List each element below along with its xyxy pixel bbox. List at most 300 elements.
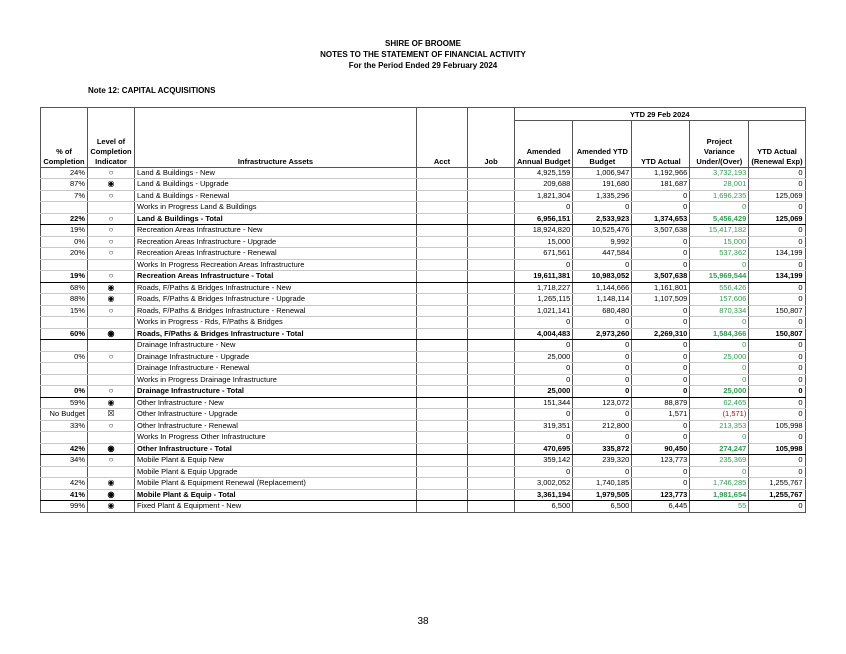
pct-cell: 41% [41, 489, 88, 501]
variance: 25,000 [690, 386, 749, 398]
acct-cell [417, 409, 468, 421]
pct-cell: No Budget [41, 409, 88, 421]
table-row [41, 317, 806, 329]
ytd-budget: 1,148,114 [573, 294, 632, 306]
table-total-row [41, 213, 806, 225]
col-pct-1: % of [56, 146, 72, 156]
amended-budget: 0 [515, 340, 573, 352]
col-level-1: Level of [96, 136, 126, 146]
page-number: 38 [417, 616, 429, 627]
completion-indicator-icon: ○ [88, 351, 135, 363]
table-row [41, 167, 806, 179]
variance: 537,362 [690, 248, 749, 260]
asset-name: Mobile Plant & Equipment Renewal (Replacement) [135, 478, 417, 490]
ytd-budget: 0 [573, 374, 632, 386]
completion-indicator-icon [88, 363, 135, 375]
amended-budget: 0 [515, 466, 573, 478]
renewal: 150,807 [749, 328, 805, 340]
ytd-budget: 1,144,666 [573, 282, 632, 294]
ytd-budget: 212,800 [573, 420, 632, 432]
acct-cell [417, 248, 468, 260]
ytd-actual: 6,445 [632, 501, 690, 513]
acct-cell [417, 351, 468, 363]
asset-name: Mobile Plant & Equip New [135, 455, 417, 467]
asset-name: Other Infrastructure - Upgrade [135, 409, 417, 421]
job-cell [468, 179, 515, 191]
ytd-actual: 0 [632, 202, 690, 214]
amended-budget: 1,718,227 [515, 282, 573, 294]
ytd-actual: 0 [632, 478, 690, 490]
amended-budget: 319,351 [515, 420, 573, 432]
job-cell [468, 259, 515, 271]
table-body [41, 167, 806, 512]
table-row [41, 179, 806, 191]
pct-cell: 24% [41, 167, 88, 179]
table-row [41, 236, 806, 248]
job-cell [468, 202, 515, 214]
ytd-budget: 1,740,185 [573, 478, 632, 490]
ytd-actual: 1,571 [632, 409, 690, 421]
variance: 556,426 [690, 282, 749, 294]
col-level-3: Indicator [95, 156, 127, 166]
pct-cell: 34% [41, 455, 88, 467]
table-row [41, 432, 806, 444]
acct-cell [417, 190, 468, 202]
variance: 870,334 [690, 305, 749, 317]
ytd-actual: 0 [632, 420, 690, 432]
asset-name: Roads, F/Paths & Bridges Infrastructure - New [135, 282, 417, 294]
completion-indicator-icon: ◉ [88, 397, 135, 409]
ytd-actual: 0 [632, 363, 690, 375]
ytd-budget: 9,992 [573, 236, 632, 248]
completion-indicator-icon: ◉ [88, 328, 135, 340]
job-cell [468, 328, 515, 340]
col-ytdbud-2: Budget [589, 156, 616, 166]
acct-cell [417, 455, 468, 467]
completion-indicator-icon: ○ [88, 213, 135, 225]
amended-budget: 0 [515, 409, 573, 421]
renewal: 0 [749, 455, 805, 467]
table-row [41, 478, 806, 490]
amended-budget: 671,561 [515, 248, 573, 260]
asset-name: Recreation Areas Infrastructure - New [135, 225, 417, 237]
job-cell [468, 305, 515, 317]
pct-cell: 99% [41, 501, 88, 513]
amended-budget: 4,004,483 [515, 328, 573, 340]
renewal: 1,255,767 [749, 489, 805, 501]
pct-cell: 68% [41, 282, 88, 294]
amended-budget: 4,925,159 [515, 167, 573, 179]
ytd-actual: 1,374,653 [632, 213, 690, 225]
pct-cell [41, 202, 88, 214]
ytd-budget: 1,979,505 [573, 489, 632, 501]
col-ren-1: YTD Actual [757, 146, 797, 156]
amended-budget: 359,142 [515, 455, 573, 467]
ytd-actual: 0 [632, 259, 690, 271]
ytd-actual: 3,507,638 [632, 271, 690, 283]
job-cell [468, 363, 515, 375]
ytd-budget: 2,973,260 [573, 328, 632, 340]
acct-cell [417, 179, 468, 191]
renewal: 0 [749, 294, 805, 306]
job-cell [468, 236, 515, 248]
acct-cell [417, 443, 468, 455]
job-cell [468, 455, 515, 467]
completion-indicator-icon: ○ [88, 305, 135, 317]
pct-cell: 0% [41, 386, 88, 398]
renewal: 105,998 [749, 443, 805, 455]
renewal: 0 [749, 259, 805, 271]
job-cell [468, 397, 515, 409]
amended-budget: 15,000 [515, 236, 573, 248]
col-var-3: Under/(Over) [696, 156, 743, 166]
amended-budget: 3,361,194 [515, 489, 573, 501]
pct-cell: 15% [41, 305, 88, 317]
variance: 213,353 [690, 420, 749, 432]
table-row [41, 305, 806, 317]
variance: 0 [690, 466, 749, 478]
ytd-actual: 0 [632, 236, 690, 248]
ytd-budget: 335,872 [573, 443, 632, 455]
acct-cell [417, 213, 468, 225]
asset-name: Other Infrastructure - Total [135, 443, 417, 455]
amended-budget: 3,002,052 [515, 478, 573, 490]
ytd-budget: 0 [573, 202, 632, 214]
ytd-actual: 1,107,509 [632, 294, 690, 306]
job-cell [468, 213, 515, 225]
ytd-budget: 0 [573, 259, 632, 271]
ytd-actual: 90,450 [632, 443, 690, 455]
job-cell [468, 271, 515, 283]
ytd-budget: 123,072 [573, 397, 632, 409]
renewal: 0 [749, 282, 805, 294]
variance: 28,001 [690, 179, 749, 191]
job-cell [468, 420, 515, 432]
pct-cell [41, 259, 88, 271]
acct-cell [417, 363, 468, 375]
ytd-actual: 123,773 [632, 489, 690, 501]
table-total-row [41, 443, 806, 455]
acct-cell [417, 466, 468, 478]
acct-cell [417, 340, 468, 352]
completion-indicator-icon: ○ [88, 248, 135, 260]
ytd-budget: 0 [573, 409, 632, 421]
job-cell [468, 374, 515, 386]
pct-cell: 60% [41, 328, 88, 340]
col-assets: Infrastructure Assets [135, 121, 417, 168]
renewal: 0 [749, 363, 805, 375]
table-row [41, 501, 806, 513]
acct-cell [417, 305, 468, 317]
renewal: 0 [749, 340, 805, 352]
job-cell [468, 190, 515, 202]
ytd-budget: 6,500 [573, 501, 632, 513]
variance: 62,465 [690, 397, 749, 409]
asset-name: Roads, F/Paths & Bridges Infrastructure - Renewal [135, 305, 417, 317]
ytd-budget: 0 [573, 351, 632, 363]
asset-name: Mobile Plant & Equip Upgrade [135, 466, 417, 478]
ytd-actual: 0 [632, 466, 690, 478]
col-level-2: Completion [90, 146, 132, 156]
completion-indicator-icon: ☒ [88, 409, 135, 421]
completion-indicator-icon: ○ [88, 190, 135, 202]
variance: 1,584,366 [690, 328, 749, 340]
amended-budget: 0 [515, 202, 573, 214]
variance: 274,247 [690, 443, 749, 455]
pct-cell: 0% [41, 236, 88, 248]
table-row [41, 466, 806, 478]
table-row [41, 259, 806, 271]
ytd-actual: 0 [632, 374, 690, 386]
note-title: Note 12: CAPITAL ACQUISITIONS [88, 86, 216, 95]
renewal: 0 [749, 466, 805, 478]
col-var-2: Variance [703, 146, 735, 156]
completion-indicator-icon [88, 317, 135, 329]
table-total-row [41, 328, 806, 340]
ytd-budget: 0 [573, 340, 632, 352]
completion-indicator-icon: ○ [88, 386, 135, 398]
variance: 1,696,235 [690, 190, 749, 202]
table-row [41, 351, 806, 363]
ytd-actual: 0 [632, 432, 690, 444]
table-row [41, 294, 806, 306]
acct-cell [417, 478, 468, 490]
asset-name: Works in Progress Land & Buildings [135, 202, 417, 214]
job-cell [468, 167, 515, 179]
table-row [41, 420, 806, 432]
asset-name: Works In Progress Recreation Areas Infrastructure [135, 259, 417, 271]
completion-indicator-icon: ◉ [88, 478, 135, 490]
completion-indicator-icon: ○ [88, 167, 135, 179]
pct-cell [41, 374, 88, 386]
pct-cell: 22% [41, 213, 88, 225]
completion-indicator-icon: ○ [88, 271, 135, 283]
table-row [41, 282, 806, 294]
col-pct-2: Completion [43, 156, 85, 166]
table-row [41, 397, 806, 409]
pct-cell [41, 466, 88, 478]
variance: 0 [690, 317, 749, 329]
job-cell [468, 317, 515, 329]
acct-cell [417, 328, 468, 340]
ytd-budget: 2,533,923 [573, 213, 632, 225]
renewal: 0 [749, 179, 805, 191]
completion-indicator-icon [88, 374, 135, 386]
job-cell [468, 340, 515, 352]
amended-budget: 0 [515, 259, 573, 271]
job-cell [468, 478, 515, 490]
ytd-budget: 0 [573, 432, 632, 444]
acct-cell [417, 489, 468, 501]
variance: 0 [690, 202, 749, 214]
ytd-actual: 88,879 [632, 397, 690, 409]
asset-name: Mobile Plant & Equip - Total [135, 489, 417, 501]
amended-budget: 25,000 [515, 386, 573, 398]
pct-cell: 88% [41, 294, 88, 306]
amended-budget: 151,344 [515, 397, 573, 409]
renewal: 0 [749, 317, 805, 329]
ytd-budget: 10,525,476 [573, 225, 632, 237]
acct-cell [417, 259, 468, 271]
acct-cell [417, 317, 468, 329]
variance: 15,000 [690, 236, 749, 248]
acct-cell [417, 397, 468, 409]
job-cell [468, 443, 515, 455]
ytd-actual: 0 [632, 386, 690, 398]
renewal: 125,069 [749, 213, 805, 225]
job-cell [468, 282, 515, 294]
col-amended-1: Amended [526, 146, 561, 156]
asset-name: Roads, F/Paths & Bridges Infrastructure - Total [135, 328, 417, 340]
ytd-actual: 0 [632, 190, 690, 202]
table-row [41, 202, 806, 214]
amended-budget: 0 [515, 363, 573, 375]
asset-name: Land & Buildings - Total [135, 213, 417, 225]
asset-name: Works in Progress - Rds, F/Paths & Bridges [135, 317, 417, 329]
amended-budget: 0 [515, 432, 573, 444]
job-cell [468, 432, 515, 444]
ytd-actual: 0 [632, 305, 690, 317]
renewal: 0 [749, 432, 805, 444]
job-cell [468, 489, 515, 501]
completion-indicator-icon: ◉ [88, 179, 135, 191]
table-row [41, 409, 806, 421]
acct-cell [417, 225, 468, 237]
amended-budget: 0 [515, 317, 573, 329]
amended-budget: 18,924,820 [515, 225, 573, 237]
amended-budget: 470,695 [515, 443, 573, 455]
acct-cell [417, 236, 468, 248]
ytd-budget: 447,584 [573, 248, 632, 260]
acct-cell [417, 432, 468, 444]
table-row [41, 248, 806, 260]
job-cell [468, 351, 515, 363]
completion-indicator-icon: ○ [88, 236, 135, 248]
asset-name: Land & Buildings - Upgrade [135, 179, 417, 191]
pct-cell: 20% [41, 248, 88, 260]
pct-cell: 19% [41, 225, 88, 237]
period-header: YTD 29 Feb 2024 [515, 108, 806, 121]
completion-indicator-icon: ○ [88, 420, 135, 432]
amended-budget: 19,611,381 [515, 271, 573, 283]
col-ren-2: (Renewal Exp) [751, 156, 803, 166]
renewal: 0 [749, 236, 805, 248]
renewal: 150,807 [749, 305, 805, 317]
pct-cell [41, 340, 88, 352]
ytd-budget: 239,320 [573, 455, 632, 467]
completion-indicator-icon: ◉ [88, 282, 135, 294]
asset-name: Drainage Infrastructure - Upgrade [135, 351, 417, 363]
asset-name: Land & Buildings - New [135, 167, 417, 179]
table-row [41, 455, 806, 467]
table-row [41, 190, 806, 202]
variance: (1,571) [690, 409, 749, 421]
col-var-1: Project [706, 136, 733, 146]
variance: 0 [690, 363, 749, 375]
asset-name: Other Infrastructure - New [135, 397, 417, 409]
ytd-actual: 0 [632, 317, 690, 329]
amended-budget: 0 [515, 374, 573, 386]
acct-cell [417, 420, 468, 432]
asset-name: Recreation Areas Infrastructure - Upgrade [135, 236, 417, 248]
renewal: 105,998 [749, 420, 805, 432]
variance: 0 [690, 374, 749, 386]
renewal: 0 [749, 202, 805, 214]
renewal: 0 [749, 501, 805, 513]
variance: 235,369 [690, 455, 749, 467]
acct-cell [417, 501, 468, 513]
ytd-actual: 0 [632, 248, 690, 260]
renewal: 125,069 [749, 190, 805, 202]
col-acct: Acct [417, 121, 468, 168]
asset-name: Works in Progress Drainage Infrastructure [135, 374, 417, 386]
renewal: 0 [749, 397, 805, 409]
ytd-actual: 2,269,310 [632, 328, 690, 340]
ytd-actual: 1,192,966 [632, 167, 690, 179]
job-cell [468, 225, 515, 237]
acct-cell [417, 271, 468, 283]
completion-indicator-icon [88, 259, 135, 271]
job-cell [468, 248, 515, 260]
job-cell [468, 294, 515, 306]
acct-cell [417, 374, 468, 386]
col-amended-2: Annual Budget [517, 156, 571, 166]
completion-indicator-icon: ◉ [88, 501, 135, 513]
pct-cell: 7% [41, 190, 88, 202]
amended-budget: 1,021,141 [515, 305, 573, 317]
renewal: 0 [749, 167, 805, 179]
acct-cell [417, 167, 468, 179]
acct-cell [417, 282, 468, 294]
acct-cell [417, 294, 468, 306]
completion-indicator-icon: ○ [88, 455, 135, 467]
variance: 15,969,544 [690, 271, 749, 283]
variance: 157,606 [690, 294, 749, 306]
amended-budget: 1,821,304 [515, 190, 573, 202]
pct-cell: 59% [41, 397, 88, 409]
acct-cell [417, 202, 468, 214]
completion-indicator-icon: ○ [88, 225, 135, 237]
renewal: 0 [749, 351, 805, 363]
pct-cell: 19% [41, 271, 88, 283]
ytd-budget: 680,480 [573, 305, 632, 317]
table-total-row [41, 271, 806, 283]
variance: 3,732,193 [690, 167, 749, 179]
ytd-budget: 1,006,947 [573, 167, 632, 179]
variance: 15,417,182 [690, 225, 749, 237]
table-total-row [41, 386, 806, 398]
ytd-actual: 0 [632, 340, 690, 352]
ytd-budget: 0 [573, 317, 632, 329]
ytd-budget: 1,335,296 [573, 190, 632, 202]
renewal: 1,255,767 [749, 478, 805, 490]
ytd-actual: 0 [632, 351, 690, 363]
table-row [41, 340, 806, 352]
completion-indicator-icon [88, 466, 135, 478]
variance: 25,000 [690, 351, 749, 363]
completion-indicator-icon [88, 202, 135, 214]
completion-indicator-icon [88, 432, 135, 444]
completion-indicator-icon [88, 340, 135, 352]
job-cell [468, 501, 515, 513]
variance: 0 [690, 432, 749, 444]
asset-name: Fixed Plant & Equipment - New [135, 501, 417, 513]
renewal: 0 [749, 386, 805, 398]
job-cell [468, 409, 515, 421]
pct-cell [41, 317, 88, 329]
ytd-budget: 10,983,052 [573, 271, 632, 283]
amended-budget: 25,000 [515, 351, 573, 363]
